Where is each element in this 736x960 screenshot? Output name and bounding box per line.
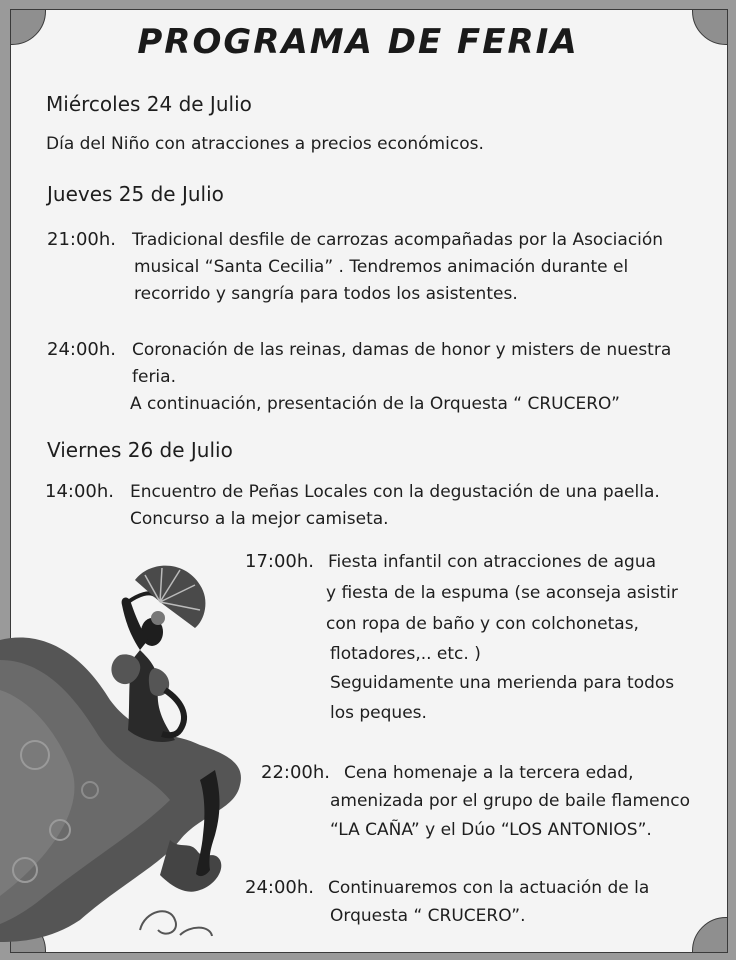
event-time: 24:00h. bbox=[245, 877, 315, 898]
corner-ornament bbox=[692, 917, 728, 953]
event-line: Seguidamente una merienda para todos bbox=[330, 673, 675, 693]
day-heading: Viernes 26 de Julio bbox=[47, 438, 233, 462]
event-line: feria. bbox=[132, 367, 176, 387]
event-line: Encuentro de Peñas Locales con la degustación de una paella. bbox=[130, 482, 660, 502]
event-time: 21:00h. bbox=[47, 229, 117, 250]
event-line: amenizada por el grupo de baile flamenco bbox=[330, 791, 691, 811]
event-line: Coronación de las reinas, damas de honor y misters de nuestra bbox=[132, 340, 672, 360]
event-time: 17:00h. bbox=[245, 551, 315, 572]
event-line: Concurso a la mejor camiseta. bbox=[130, 509, 389, 529]
event-line: Orquesta “ CRUCERO”. bbox=[330, 906, 526, 926]
event-time: 22:00h. bbox=[261, 762, 331, 783]
event-line: recorrido y sangría para todos los asistentes. bbox=[134, 284, 518, 304]
event-line: A continuación, presentación de la Orquesta “ CRUCERO” bbox=[130, 394, 620, 414]
event-time: 24:00h. bbox=[47, 339, 117, 360]
flamenco-dancer-illustration bbox=[0, 540, 250, 942]
event-line: Cena homenaje a la tercera edad, bbox=[344, 763, 634, 783]
event-line: y fiesta de la espuma (se aconseja asistir bbox=[326, 583, 678, 603]
event-line: los peques. bbox=[330, 703, 427, 723]
event-line: musical “Santa Cecilia” . Tendremos animación durante el bbox=[134, 257, 629, 277]
event-time: 14:00h. bbox=[45, 481, 115, 502]
event-line: con ropa de baño y con colchonetas, bbox=[326, 614, 639, 634]
day-heading: Miércoles 24 de Julio bbox=[46, 92, 252, 116]
event-line: “LA CAÑA” y el Dúo “LOS ANTONIOS”. bbox=[330, 820, 652, 840]
event-line: Fiesta infantil con atracciones de agua bbox=[328, 552, 657, 572]
event-line: flotadores,.. etc. ) bbox=[330, 644, 481, 664]
page-title: PROGRAMA DE FERIA bbox=[137, 22, 579, 62]
event-line: Continuaremos con la actuación de la bbox=[328, 878, 650, 898]
day-description: Día del Niño con atracciones a precios económicos. bbox=[46, 134, 484, 154]
event-line: Tradicional desfile de carrozas acompañadas por la Asociación bbox=[132, 230, 664, 250]
day-heading: Jueves 25 de Julio bbox=[47, 182, 224, 206]
